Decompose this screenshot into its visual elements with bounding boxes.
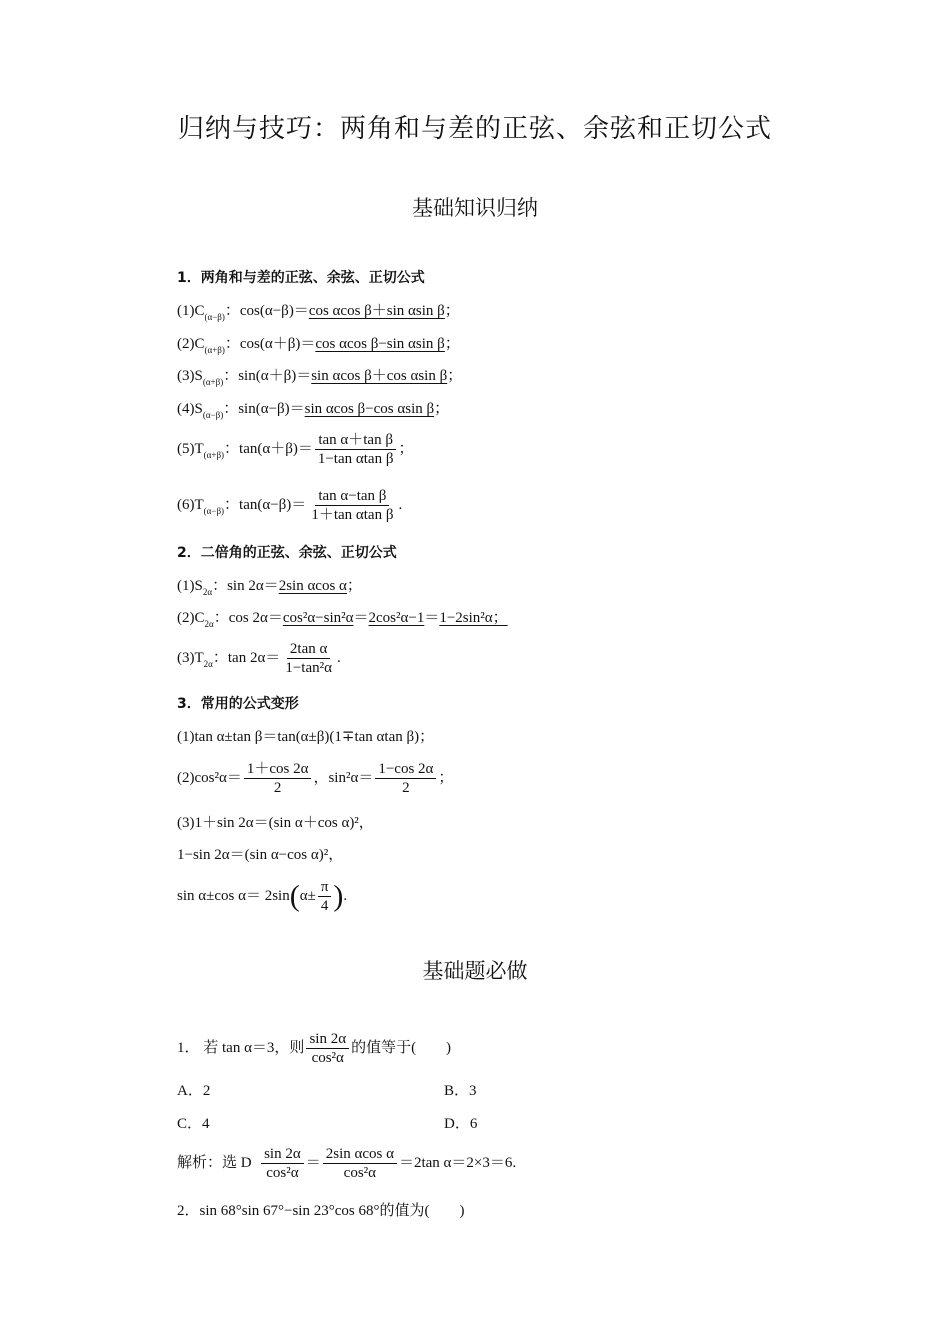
formula-s2a: $(1)S_{2\alpha}$：sin 2α＝2sin αcos α；: [177, 578, 362, 597]
formula-t2a: $(3)T_{2\alpha}$：tan 2α＝ $\frac{\text{2tan α}}{\text{1−tan²α}}$ .: [177, 641, 341, 676]
formula-s-minus: $(4)S_{(\alpha-\beta)}$：sin(α−β)＝sin αcos β−cos αsin β；: [177, 401, 450, 420]
option-a: A．2: [177, 1083, 211, 1099]
formula-s-plus: $(3)S_{(\alpha+\beta)}$：sin(α＋β)＝sin αcos β＋cos αsin β；: [177, 368, 463, 387]
solution-1: 解析：选 D $\frac{\sin 2\alpha}{\text{cos²α}}$ ＝ $\frac{\text{2sin αcos α}}{\text{cos²α}}$ ＝2tan α＝2×3＝6.: [177, 1146, 517, 1181]
formula-c-minus: $(1)C_{(\alpha-\beta)}$：cos(α−β)＝cos αcos β＋sin αsin β；: [177, 303, 460, 322]
heading-double-angle: 2．二倍角的正弦、余弦、正切公式: [177, 545, 397, 561]
section-heading-exercises: 基础题必做: [422, 959, 528, 983]
section-heading-basics: 基础知识归纳: [412, 196, 538, 220]
option-b: B．3: [444, 1083, 477, 1099]
formula-c-plus: $(2)C_{(\alpha+\beta)}$：cos(α＋β)＝cos αcos β−sin αsin β；: [177, 336, 460, 355]
variant-2: (2)cos²α＝ $\frac{1+\cos 2\alpha}{2}$ ，sin²α＝ $\frac{1-\cos 2\alpha}{2}$ ；: [177, 761, 454, 796]
page-title: 归纳与技巧：两角和与差的正弦、余弦和正切公式: [177, 114, 772, 143]
variant-3a: (3)1＋sin 2α＝(sin α＋cos α)²，: [177, 815, 374, 831]
variant-3c: sin α±cos α＝ 2sin(α± $\frac{\pi}{4}$ ).: [177, 879, 348, 914]
formula-t-plus: $(5)T_{(\alpha+\beta)}$：tan(α＋β)＝ $\frac{\text{tan α＋tan β}}{\text{1−tan αtan β}}$ ；: [177, 432, 414, 467]
option-c: C．4: [177, 1116, 210, 1132]
question-1: 1． 若 tan α＝3，则 $\frac{\sin 2\alpha}{\text{cos²α}}$ 的值等于( ): [177, 1031, 452, 1066]
heading-variants: 3．常用的公式变形: [177, 696, 299, 712]
option-d: D．6: [444, 1116, 478, 1132]
question-2: 2．sin 68°sin 67°−sin 23°cos 68°的值为( ): [177, 1203, 465, 1219]
formula-c2a: $(2)C_{2\alpha}$：cos 2α＝cos²α−sin²α＝2cos²α−1＝1−2sin²α；: [177, 610, 508, 629]
formula-t-minus: $(6)T_{(\alpha-\beta)}$：tan(α−β)＝ $\frac{\text{tan α−tan β}}{\text{1＋tan αtan β}}$ .: [177, 488, 403, 523]
variant-3b: 1−sin 2α＝(sin α−cos α)²，: [177, 847, 344, 863]
heading-sum-difference: 1．两角和与差的正弦、余弦、正切公式: [177, 270, 425, 286]
variant-1: (1)tan α±tan β＝tan(α±β)(1∓tan αtan β)；: [177, 729, 435, 745]
